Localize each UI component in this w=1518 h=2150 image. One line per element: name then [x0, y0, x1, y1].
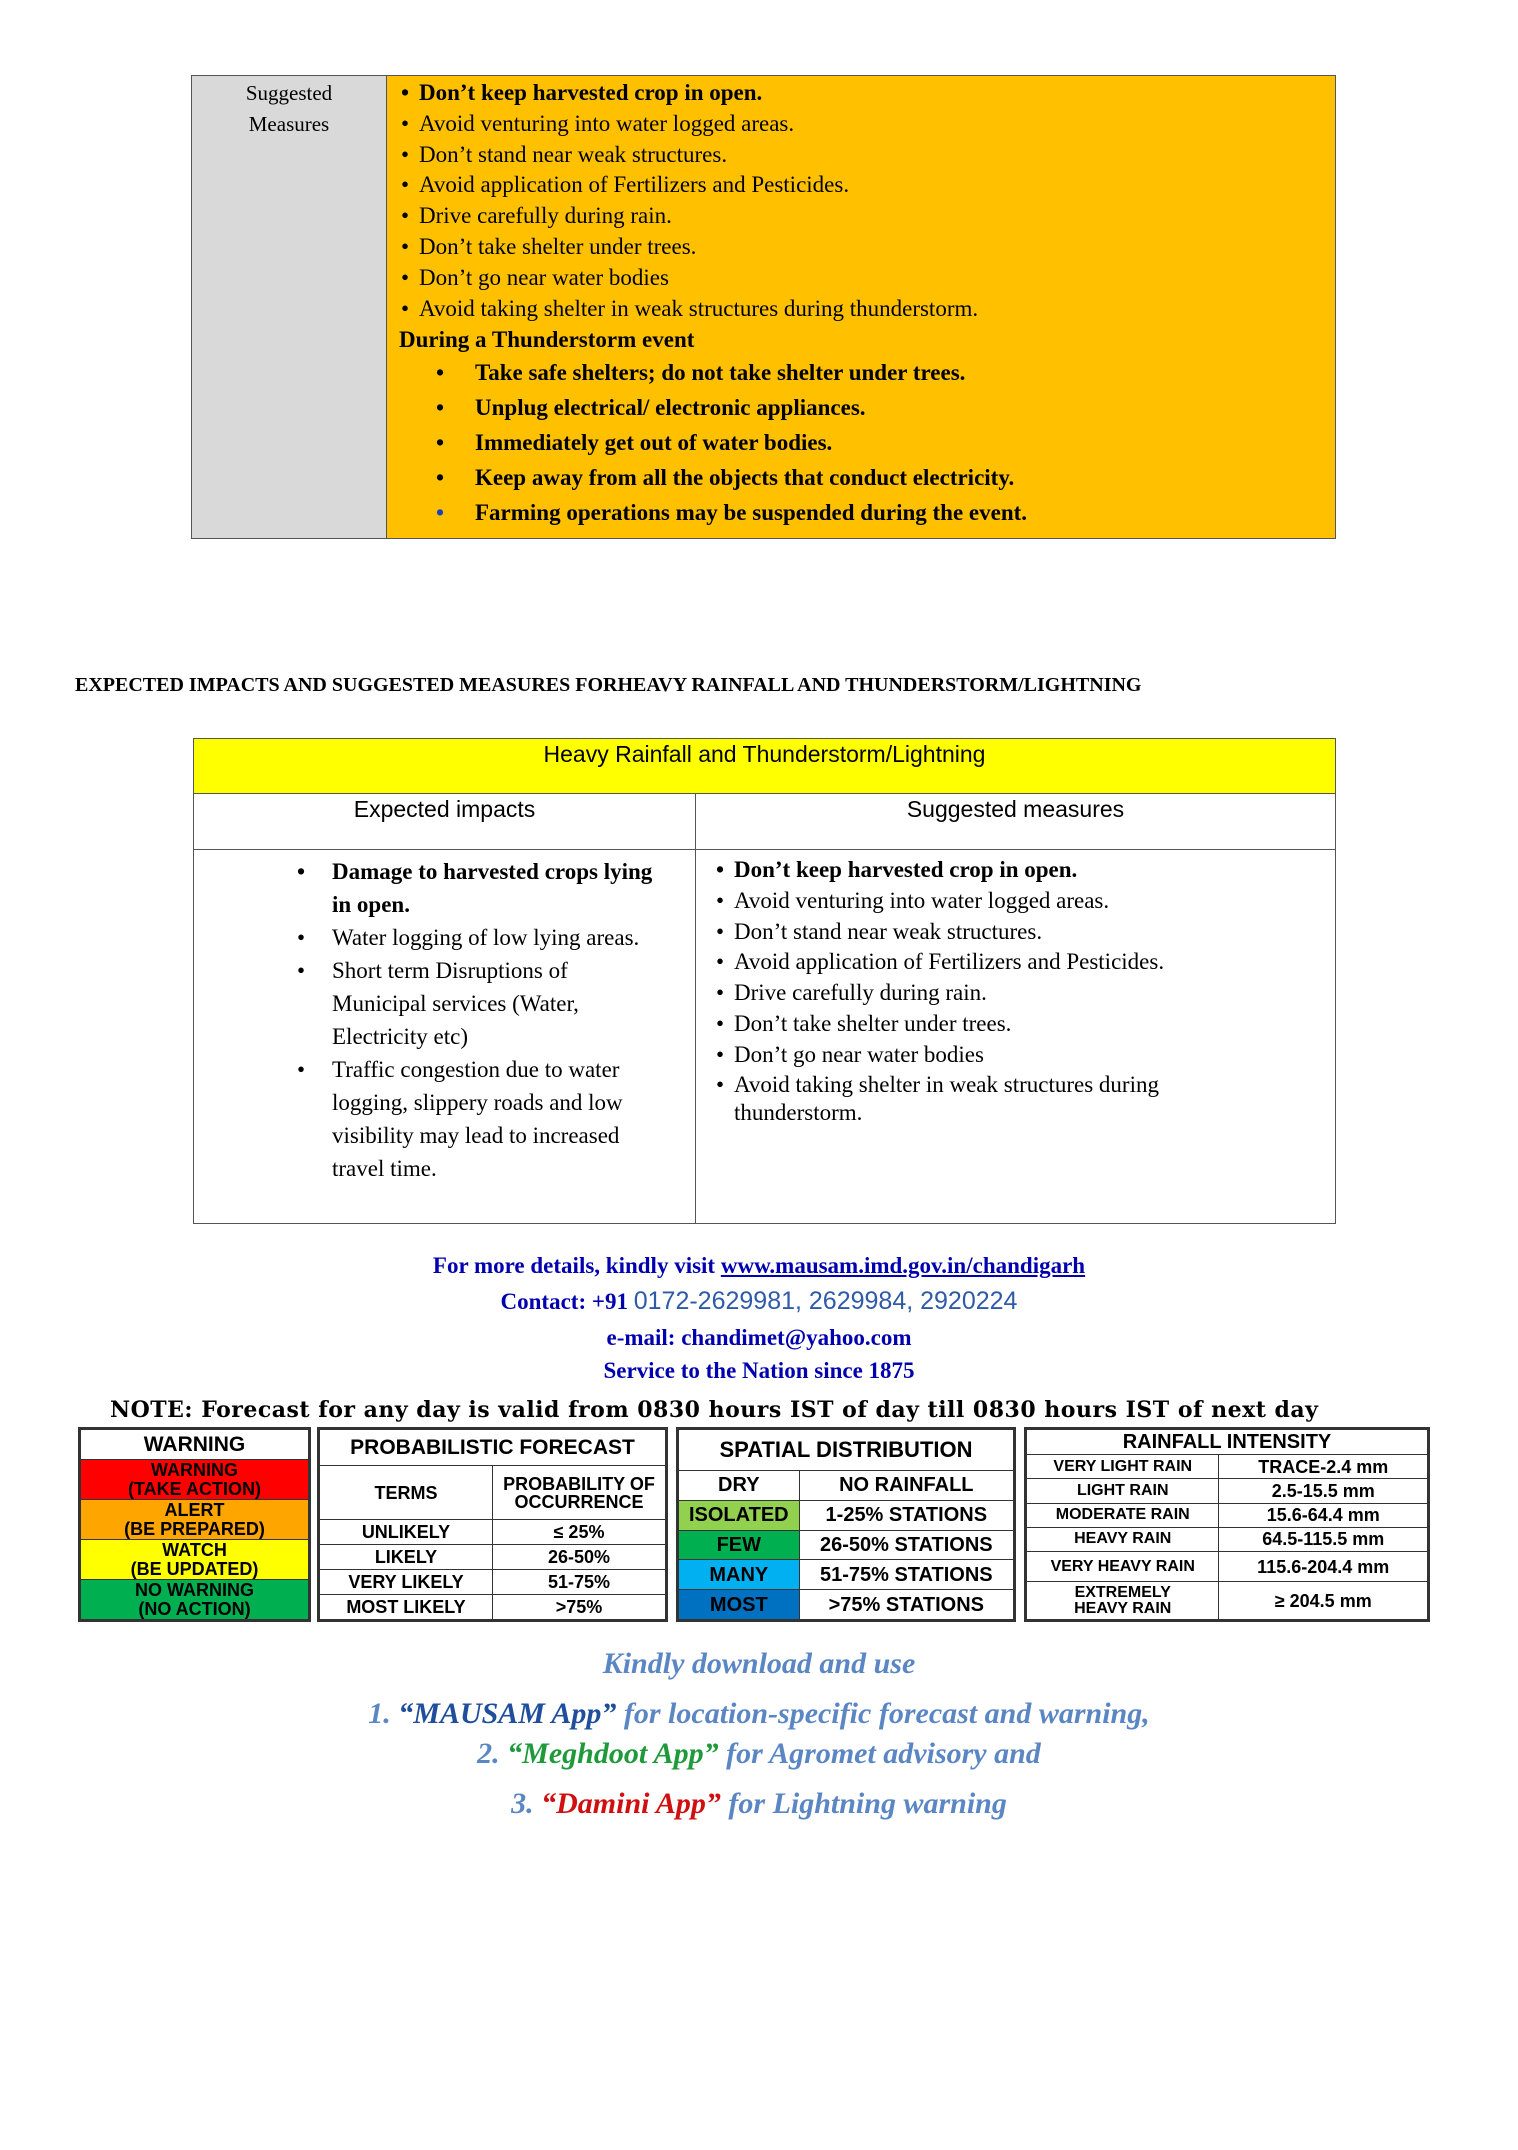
spatial-term: MANY	[679, 1560, 800, 1590]
impact-item	[194, 921, 695, 954]
app-number: 3.	[511, 1787, 534, 1820]
measure-item	[696, 1071, 1335, 1127]
line: • Don’t stand near weak structures.	[734, 918, 1043, 944]
spatial-term: DRY	[679, 1471, 800, 1501]
legend-header: PROBABILISTIC FORECAST	[320, 1430, 666, 1466]
term: MOST LIKELY	[320, 1595, 493, 1620]
suggested-measures-table	[191, 75, 1336, 539]
thunderstorm-title: During a Thunderstorm event	[399, 327, 695, 353]
app-number: 2.	[477, 1737, 500, 1770]
probabilistic-legend	[317, 1427, 668, 1622]
spatial-term: MOST	[679, 1590, 800, 1620]
line: thunderstorm.	[734, 1099, 863, 1125]
level-text: WATCH	[162, 1539, 227, 1560]
spatial-desc: 51-75% STATIONS	[799, 1560, 1013, 1590]
impacts-heading: EXPECTED IMPACTS AND SUGGESTED MEASURES FORHEAVY RAINFALL AND THUNDERSTORM/LIGHTNING	[75, 674, 1142, 696]
rain-value: 15.6-64.4 mm	[1219, 1503, 1428, 1527]
thunderstorm-item: • Immediately get out of water bodies.	[399, 425, 1335, 460]
measure-item: • Avoid venturing into water logged areas.	[399, 109, 1335, 140]
thunderstorm-list	[399, 355, 1335, 530]
spatial-term: FEW	[679, 1530, 800, 1560]
details-prefix: For more details, kindly visit	[432, 1253, 721, 1278]
suggested-measures-label	[192, 76, 387, 538]
line: logging, slippery roads and low	[332, 1090, 623, 1115]
level-text: (NO ACTION)	[138, 1598, 251, 1619]
col-probability	[493, 1466, 666, 1520]
line: HEAVY RAIN	[1074, 1599, 1172, 1617]
rain-term: MODERATE RAIN	[1027, 1503, 1219, 1527]
website-link[interactable]: www.mausam.imd.gov.in/chandigarh	[720, 1253, 1086, 1278]
line: in open.	[332, 892, 410, 917]
level-text: NO WARNING	[135, 1579, 254, 1600]
measure-item: • Avoid taking shelter in weak structures during thunderstorm.	[399, 294, 1335, 325]
probability: >75%	[493, 1595, 666, 1620]
apps-intro: Kindly download and use	[602, 1647, 916, 1680]
table-header-row	[194, 794, 1335, 850]
line: • Don’t keep harvested crop in open.	[734, 857, 1078, 882]
measure-item	[696, 947, 1335, 978]
rain-value: 64.5-115.5 mm	[1219, 1527, 1428, 1551]
rain-term: VERY LIGHT RAIN	[1027, 1455, 1219, 1479]
rain-value: 2.5-15.5 mm	[1219, 1479, 1428, 1503]
thunderstorm-item: • Farming operations may be suspended during the event.	[399, 495, 1335, 530]
line: EXTREMELY	[1074, 1583, 1171, 1601]
legend-header: SPATIAL DISTRIBUTION	[679, 1430, 1014, 1471]
measure-item: • Don’t go near water bodies	[399, 263, 1335, 294]
spatial-desc: >75% STATIONS	[799, 1590, 1013, 1620]
line: • Don’t go near water bodies	[734, 1041, 984, 1067]
impact-item	[194, 954, 695, 1053]
line: • Short term Disruptions of	[332, 958, 568, 983]
warning-legend	[78, 1427, 311, 1622]
line: • Drive carefully during rain.	[734, 980, 987, 1006]
damini-app-name: “Damini App”	[541, 1787, 721, 1820]
term: VERY LIKELY	[320, 1570, 493, 1595]
suggested-measures-cell	[387, 76, 1335, 538]
term: LIKELY	[320, 1545, 493, 1570]
spatial-desc: NO RAINFALL	[799, 1471, 1013, 1501]
level-text: (TAKE ACTION)	[128, 1478, 261, 1499]
measures-cell	[696, 850, 1335, 1223]
rainfall-legend	[1024, 1427, 1430, 1622]
thunderstorm-item: • Unplug electrical/ electronic appliances.	[399, 390, 1335, 425]
line: • Avoid application of Fertilizers and Pesticides.	[734, 949, 1165, 975]
app-number: 1.	[368, 1697, 391, 1730]
measure-item: • Don’t keep harvested crop in open.	[399, 78, 1335, 109]
measure-item: • Drive carefully during rain.	[399, 201, 1335, 232]
measure-item	[696, 886, 1335, 917]
measure-item: • Don’t stand near weak structures.	[399, 140, 1335, 171]
spatial-desc: 26-50% STATIONS	[799, 1530, 1013, 1560]
details-line	[0, 1253, 1518, 1279]
legend-header: WARNING	[81, 1430, 309, 1460]
measure-item	[696, 1040, 1335, 1071]
no-warning-level	[81, 1580, 309, 1620]
line: travel time.	[332, 1156, 437, 1181]
line: • Water logging of low lying areas.	[332, 925, 640, 950]
rain-value: 115.6-204.4 mm	[1219, 1552, 1428, 1582]
phone-numbers: 0172-2629981, 2629984, 2920224	[633, 1287, 1018, 1315]
app-description: for Agromet advisory and	[718, 1737, 1041, 1770]
rain-term	[1027, 1582, 1219, 1620]
col-header-impacts: Expected impacts	[194, 794, 696, 849]
spatial-desc: 1-25% STATIONS	[799, 1500, 1013, 1530]
service-line: Service to the Nation since 1875	[603, 1358, 915, 1383]
term: UNLIKELY	[320, 1520, 493, 1545]
contact-prefix: Contact: +91	[500, 1289, 634, 1314]
measure-item: • Avoid application of Fertilizers and Pesticides.	[399, 170, 1335, 201]
meghdoot-app-name: “Meghdoot App”	[507, 1737, 719, 1770]
forecast-note: NOTE: Forecast for any day is valid from 0830 hours IST of day till 0830 hours IST of next day	[110, 1397, 1319, 1423]
rain-term: VERY HEAVY RAIN	[1027, 1552, 1219, 1582]
measure-item	[696, 1009, 1335, 1040]
measures-list	[696, 850, 1335, 1127]
level-text: (BE UPDATED)	[130, 1558, 259, 1579]
app-description: for Lightning warning	[720, 1787, 1007, 1820]
spatial-term: ISOLATED	[679, 1500, 800, 1530]
app-line-damini	[0, 1787, 1518, 1821]
app-line-meghdoot	[0, 1737, 1518, 1771]
line: • Traffic congestion due to water	[332, 1057, 620, 1082]
line: • Avoid venturing into water logged areas.	[734, 887, 1110, 913]
level-text: WARNING	[151, 1459, 238, 1480]
measures-list	[399, 78, 1335, 324]
warning-level	[81, 1460, 309, 1500]
table-body-row	[194, 850, 1335, 1223]
line: • Don’t take shelter under trees.	[734, 1010, 1012, 1036]
impact-item	[194, 1053, 695, 1185]
rain-value: ≥ 204.5 mm	[1219, 1582, 1428, 1620]
line: • Avoid taking shelter in weak structures during	[734, 1071, 1159, 1097]
measure-item	[696, 855, 1335, 886]
line: OCCURRENCE	[514, 1491, 644, 1512]
line: PROBABILITY OF	[503, 1473, 655, 1494]
impacts-cell	[194, 850, 696, 1223]
probability: ≤ 25%	[493, 1520, 666, 1545]
table-title: Heavy Rainfall and Thunderstorm/Lightning	[194, 739, 1335, 794]
impacts-measures-table	[193, 738, 1336, 1224]
line: Municipal services (Water,	[332, 991, 579, 1016]
impacts-list	[194, 850, 695, 1185]
rain-term: LIGHT RAIN	[1027, 1479, 1219, 1503]
impact-item	[194, 855, 695, 921]
thunderstorm-item: • Keep away from all the objects that conduct electricity.	[399, 460, 1335, 495]
label-line: Measures	[248, 112, 330, 136]
line: • Damage to harvested crops lying	[332, 859, 653, 884]
legend-header: RAINFALL INTENSITY	[1027, 1430, 1428, 1455]
probability: 26-50%	[493, 1545, 666, 1570]
line: Electricity etc)	[332, 1024, 469, 1049]
rain-term: HEAVY RAIN	[1027, 1527, 1219, 1551]
alert-level	[81, 1500, 309, 1540]
level-text: (BE PREPARED)	[124, 1518, 265, 1539]
app-line-mausam	[0, 1697, 1518, 1731]
thunderstorm-item: • Take safe shelters; do not take shelter under trees.	[399, 355, 1335, 390]
mausam-app-name: “MAUSAM App”	[398, 1697, 617, 1730]
measure-item	[696, 917, 1335, 948]
label-line: Suggested	[245, 81, 333, 105]
app-description: for location-specific forecast and warning,	[616, 1697, 1150, 1730]
watch-level	[81, 1540, 309, 1580]
col-header-measures: Suggested measures	[906, 796, 1125, 822]
col-terms: TERMS	[320, 1466, 493, 1520]
level-text: ALERT	[164, 1499, 225, 1520]
spatial-legend	[676, 1427, 1016, 1622]
measure-item: • Don’t take shelter under trees.	[399, 232, 1335, 263]
line: visibility may lead to increased	[332, 1123, 620, 1148]
contact-line	[0, 1287, 1518, 1316]
email-line: e-mail: chandimet@yahoo.com	[606, 1325, 912, 1350]
rain-value: TRACE-2.4 mm	[1219, 1455, 1428, 1479]
probability: 51-75%	[493, 1570, 666, 1595]
measure-item	[696, 978, 1335, 1009]
